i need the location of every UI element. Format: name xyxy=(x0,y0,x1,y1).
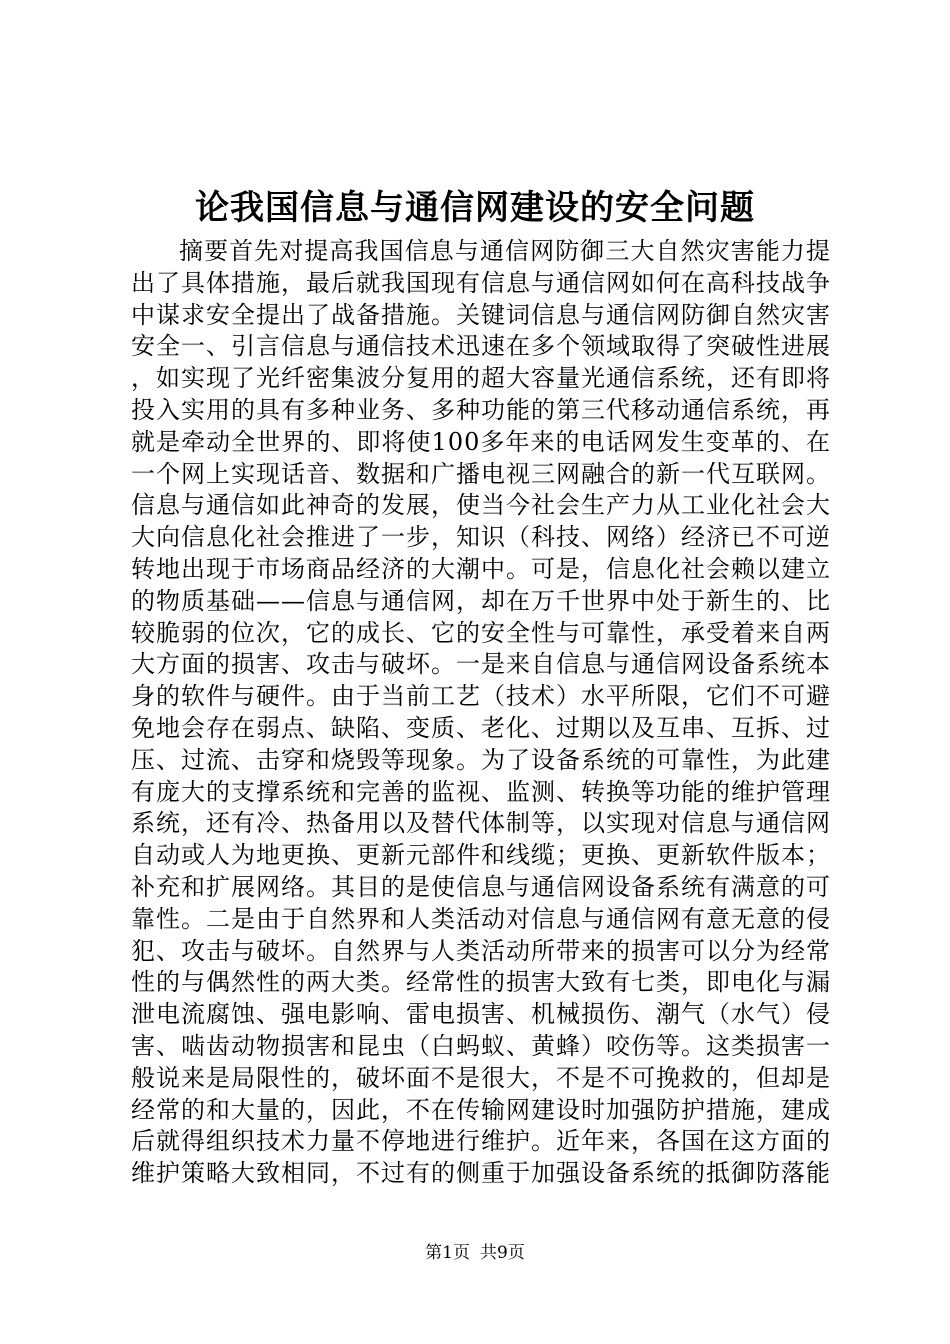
page-total: 共9页 xyxy=(480,1243,525,1263)
page-footer xyxy=(0,1241,950,1265)
document-title: 论我国信息与通信网建设的安全问题 xyxy=(195,188,755,228)
document-body-paragraph: 摘要首先对提高我国信息与通信网防御三大自然灾害能力提出了具体措施，最后就我国现有信息与通信网如何在高科技战争中谋求安全提出了战备措施。关键词信息与通信网防御自然灾害安全一、引言信息与通信技术迅速在多个领域取得了突破性进展，如实现了光纤密集波分复用的超大容量光通信系统，还有即将投入实用的具有多种业务、多种功能的第三代移动通信系统，再就是牵动全世界的、即将使100多年来的电话网发生变革的、在一个网上实现话音、数据和广播电视三网融合的新一代互联网。信息与通信如此神奇的发展，使当今社会生产力从工业化社会大大向信息化社会推进了一步，知识（科技、网络）经济已不可逆转地出现于市场商品经济的大潮中。可是，信息化社会赖以建立的物质基础——信息与通信网，却在万千世界中处于新生的、比较脆弱的位次，它的成长、它的安全性与可靠性，承受着来自两大方面的损害、攻击与破坏。一是来自信息与通信网设备系统本身的软件与硬件。由于当前工艺（技术）水平所限，它们不可避免地会存在弱点、缺陷、变质、老化、过期以及互串、互拆、过压、过流、击穿和烧毁等现象。为了设备系统的可靠性，为此建有庞大的支撑系统和完善的监视、监测、转换等功能的维护管理系统，还有冷、热备用以及替代体制等，以实现对信息与通信网自动或人为地更换、更新元部件和线缆；更换、更新软件版本；补充和扩展网络。其目的是使信息与通信网设备系统有满意的可靠性。二是由于自然界和人类活动对信息与通信网有意无意的侵犯、攻击与破坏。自然界与人类活动所带来的损害可以分为经常性的与偶然性的两大类。经常性的损害大致有七类，即电化与漏泄电流腐蚀、强电影响、雷电损害、机械损伤、潮气（水气）侵害、啮齿动物损害和昆虫（白蚂蚁、黄蜂）咬伤等。这类损害一般说来是局限性的，破坏面不是很大，不是不可挽救的，但却是经常的和大量的，因此，不在传输网建设时加强防护措施，建成后就得组织技术力量不停地进行维护。近年来，各国在这方面的维护策略大致相同，不过有的侧重于加强设备系统的抵御防落能 xyxy=(131,237,831,1188)
page-number: 第1页 xyxy=(425,1243,470,1263)
